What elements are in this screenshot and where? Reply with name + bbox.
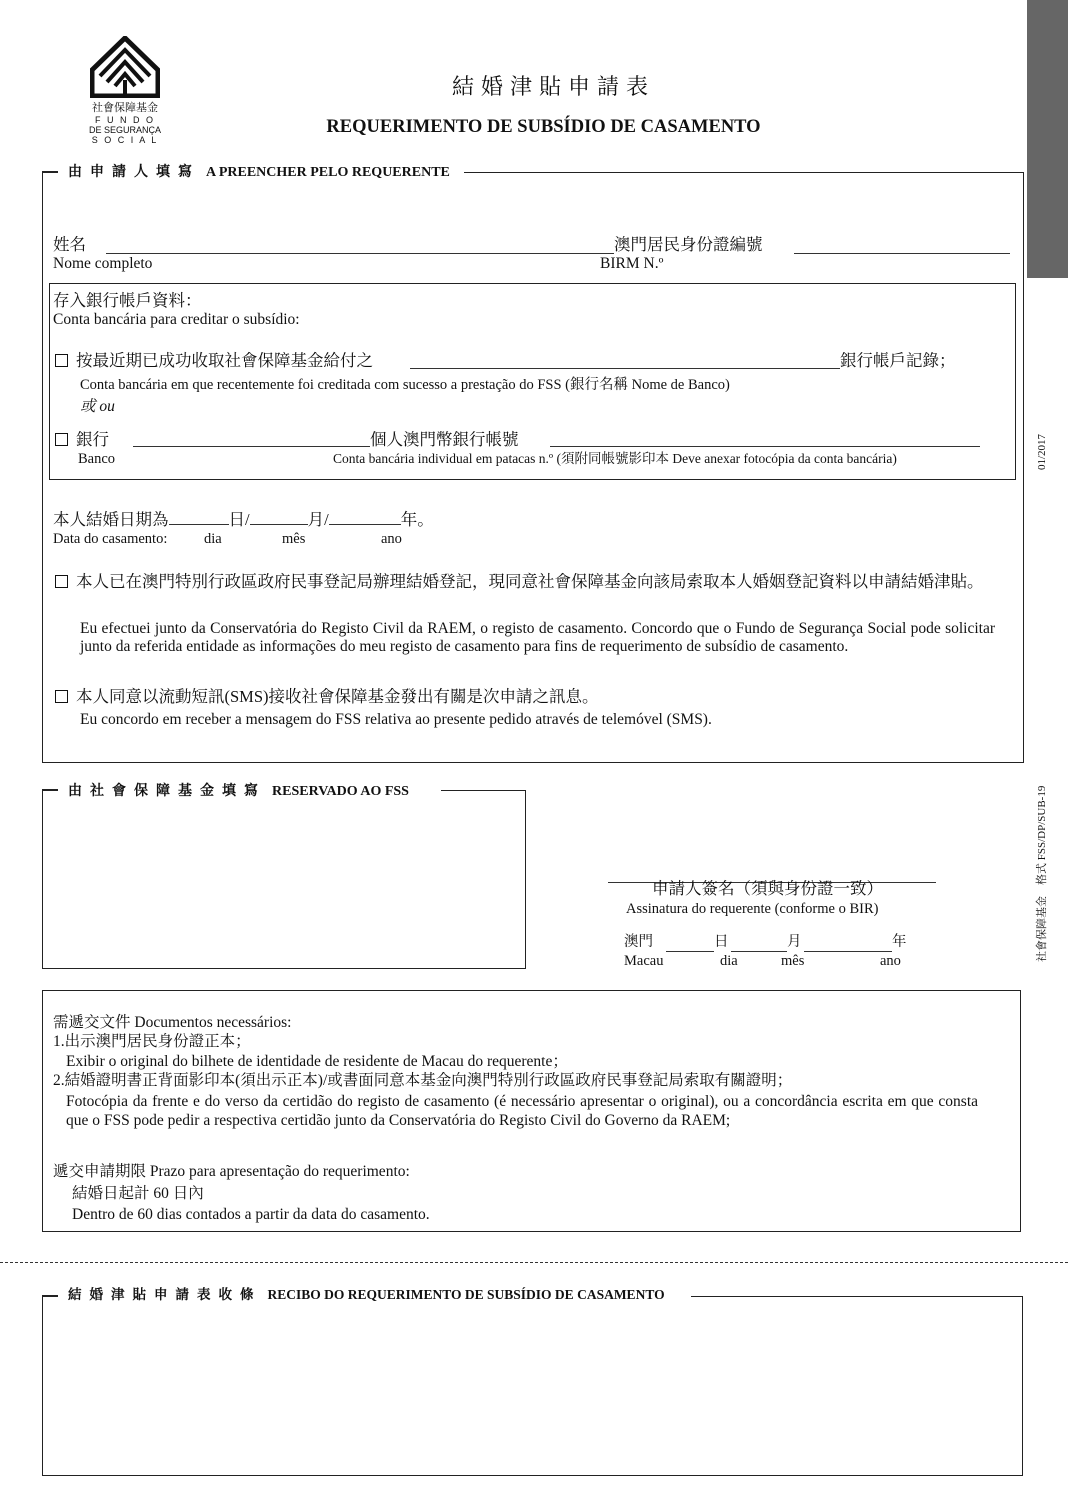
- doc1-pt: Exibir o original do bilhete de identidade de residente de Macau do requerente；: [66, 1053, 568, 1070]
- mes-label: mês: [282, 531, 306, 547]
- birm-label-pt: BIRM N.º: [600, 255, 664, 272]
- consent-registry[interactable]: [55, 570, 1005, 594]
- month-zh: 月/: [307, 510, 329, 529]
- deadline-pt: Dentro de 60 dias contados a partir da data do casamento.: [72, 1206, 430, 1223]
- receipt-box: [42, 1296, 1023, 1476]
- deadline-zh: 結婚日起計 60 日內: [72, 1185, 204, 1202]
- title-zh: 結 婚 津 貼 申 請 表: [452, 75, 648, 100]
- year-field[interactable]: [329, 524, 401, 525]
- day-zh: 日/: [228, 510, 250, 529]
- legend-zh: 由社會保障基金填寫: [68, 784, 266, 799]
- dia-label: dia: [204, 531, 222, 547]
- title-pt: REQUERIMENTO DE SUBSÍDIO DE CASAMENTO: [326, 117, 761, 137]
- legend-left-line: [42, 789, 58, 790]
- checkbox[interactable]: [55, 354, 68, 367]
- doc2-pt: Fotocópia da frente e do verso da certidão do registo de casamento (é necessário apresentar o original), ou a concordância escrita em que consta que o FSS pode pedir a respectiva certidão junto da Conservatória do Registo Civil do Governo da RAEM;: [66, 1093, 978, 1129]
- sign-macau-zh: 澳門: [624, 934, 653, 950]
- logo-text-zh: 社會保障基金: [92, 102, 158, 114]
- form-code: 社會保障基金 格式 FSS/DP/SUB-19: [1036, 785, 1048, 962]
- marriage-date: [53, 511, 434, 529]
- checkbox[interactable]: [55, 433, 68, 446]
- sign-day-field[interactable]: [666, 951, 714, 952]
- sign-month-field[interactable]: [731, 951, 787, 952]
- birm-field[interactable]: [794, 253, 1010, 254]
- opt2-bank-field[interactable]: [133, 446, 370, 447]
- sign-month-zh: 月: [787, 934, 802, 950]
- bank-option-1[interactable]: [55, 352, 373, 370]
- sign-year-pt: ano: [880, 953, 901, 969]
- opt2-bank-zh: 銀行: [76, 430, 109, 449]
- birm-label-zh: 澳門居民身份證編號: [614, 235, 763, 254]
- month-field[interactable]: [250, 524, 308, 525]
- name-label-zh: 姓名: [53, 235, 86, 254]
- opt1-zh: 按最近期已成功收取社會保障基金給付之: [76, 351, 373, 370]
- legend-pt: A PREENCHER PELO REQUERENTE: [206, 165, 450, 180]
- legend-zh: 由申請人填寫: [68, 165, 200, 180]
- date-prefix: 本人結婚日期為: [53, 510, 169, 529]
- bank-title-pt: Conta bancária para creditar o subsídio:: [53, 311, 300, 328]
- name-label-pt: Nome completo: [53, 255, 153, 272]
- signature-pt: Assinatura do requerente (conforme o BIR): [626, 901, 879, 917]
- legend-pt: RESERVADO AO FSS: [272, 784, 409, 799]
- fss-legend: [58, 783, 441, 800]
- form-date: 01/2017: [1036, 433, 1048, 470]
- fss-section: [42, 790, 526, 969]
- legend-left-line: [42, 1295, 58, 1296]
- sign-year-zh: 年: [892, 934, 907, 950]
- sign-month-pt: mês: [781, 953, 805, 969]
- logo-text-3: S O C I A L: [91, 135, 159, 145]
- checkbox[interactable]: [55, 575, 68, 588]
- sign-day-pt: dia: [720, 953, 738, 969]
- doc1-zh: 1.出示澳門居民身份證正本；: [53, 1033, 251, 1050]
- consent1-pt: Eu efectuei junto da Conservatória do Registo Civil da RAEM, o registo de casamento. Concordo que o Fundo de Segurança Social pode solicitar junto da referida entidade as informações do meu registo de casamento para fins de requerimento de subsídio de casamento.: [80, 620, 995, 655]
- logo-text-1: F U N D O: [95, 115, 155, 125]
- opt2-bank-pt: Banco: [78, 451, 116, 467]
- consent2-zh: 本人同意以流動短訊(SMS)接收社會保障基金發出有關是次申請之訊息。: [76, 687, 599, 706]
- opt2-acct-field[interactable]: [550, 446, 980, 447]
- opt2-acct-pt: Conta bancária individual em patacas n.º (須附同帳號影印本 Deve anexar fotocópia da conta bancária): [333, 451, 897, 466]
- legend-zh: 結婚津貼申請表收條: [68, 1287, 262, 1302]
- documents-title: 需遞交文件 Documentos necessários:: [53, 1014, 292, 1031]
- or-label: 或 ou: [80, 398, 115, 415]
- bank-option-2[interactable]: [55, 431, 109, 449]
- opt2-acct-zh: 個人澳門幣銀行帳號: [370, 430, 519, 449]
- legend-pt: RECIBO DO REQUERIMENTO DE SUBSÍDIO DE CASAMENTO: [267, 1287, 665, 1302]
- legend-left-line: [42, 171, 58, 172]
- signature-zh: 申請人簽名（須與身份證一致）: [652, 879, 883, 898]
- opt1-bank-field[interactable]: [410, 368, 840, 369]
- bank-title-zh: 存入銀行帳戶資料：: [53, 291, 202, 310]
- sign-macau-pt: Macau: [624, 953, 664, 969]
- date-pt: Data do casamento:: [53, 531, 168, 547]
- ano-label: ano: [381, 531, 402, 547]
- consent2-pt: Eu concordo em receber a mensagem do FSS relativa ao presente pedido através de telemóvel (SMS).: [80, 711, 712, 728]
- opt1-pt: Conta bancária em que recentemente foi creditada com sucesso a prestação do FSS (銀行名稱 Nome de Banco): [80, 377, 730, 393]
- consent1-zh: 本人已在澳門特別行政區政府民事登記局辦理結婚登記，現同意社會保障基金向該局索取本人婚姻登記資料以申請結婚津貼。: [76, 572, 984, 591]
- cut-line: [0, 1262, 1068, 1263]
- side-bar: [1027, 0, 1068, 278]
- opt1-zh-end: 銀行帳戶記錄；: [840, 351, 956, 370]
- deadline-title: 遞交申請期限 Prazo para apresentação do requerimento:: [53, 1163, 410, 1180]
- sign-year-field[interactable]: [804, 951, 892, 952]
- sign-day-zh: 日: [714, 934, 729, 950]
- applicant-legend: [58, 164, 464, 181]
- year-zh: 年。: [400, 510, 434, 529]
- receipt-legend: [58, 1286, 691, 1303]
- name-field[interactable]: [106, 253, 614, 254]
- checkbox[interactable]: [55, 690, 68, 703]
- logo-text-2: DE SEGURANÇA: [88, 125, 161, 135]
- doc2-zh: 2.結婚證明書正背面影印本(須出示正本)/或書面同意本基金向澳門特別行政區政府民事登記局索取有關證明；: [53, 1072, 793, 1089]
- day-field[interactable]: [169, 524, 229, 525]
- consent-sms[interactable]: [55, 688, 599, 706]
